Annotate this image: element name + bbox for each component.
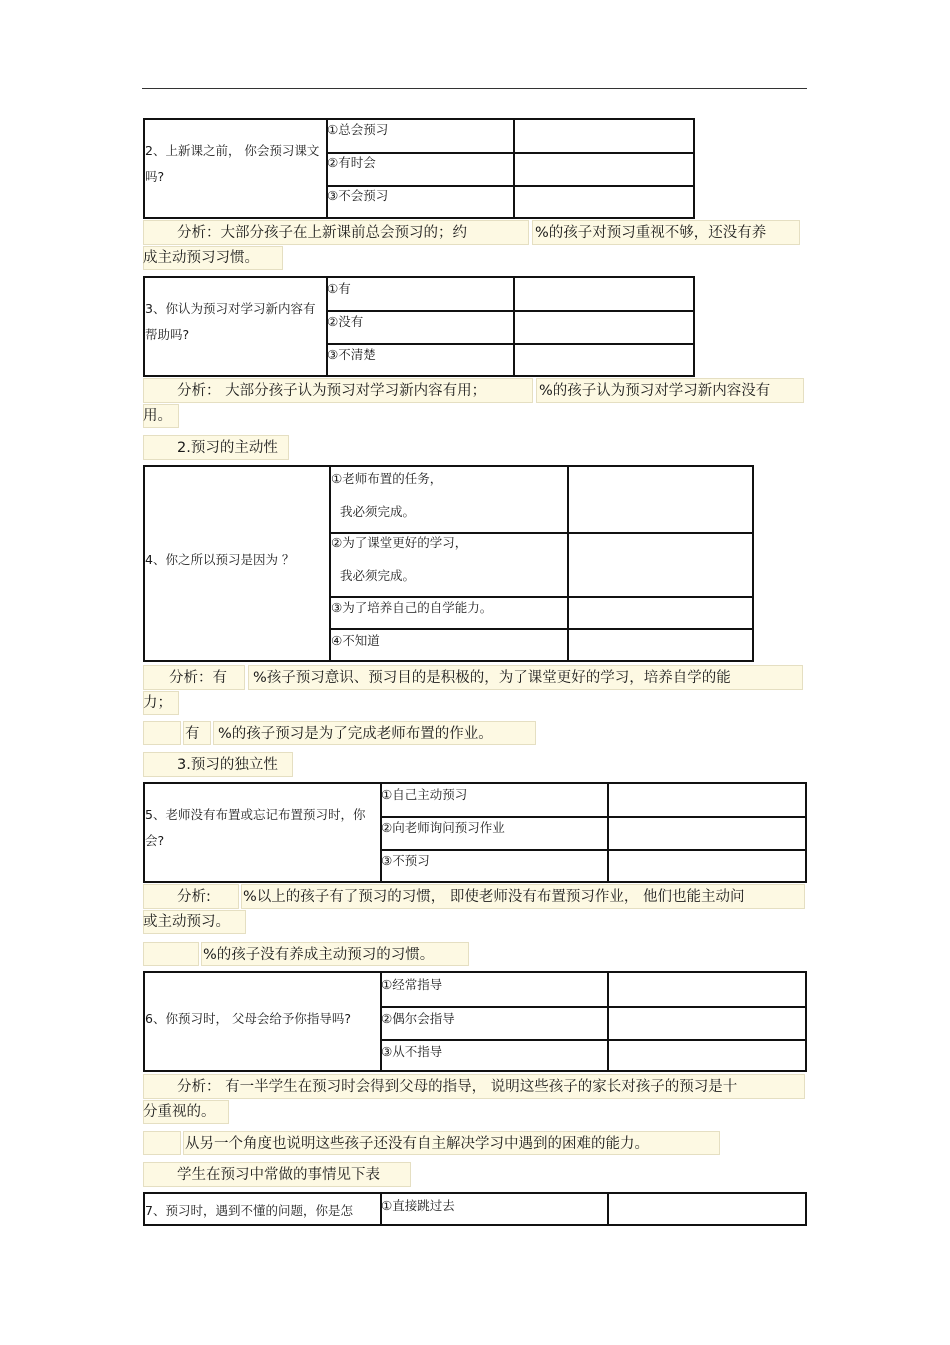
q2-analysis-a: 分析：大部分孩子在上新课前总会预习的；约 — [177, 225, 467, 241]
q2-option-2: ②有时会 — [327, 155, 376, 170]
q6-option-3: ③从不指导 — [381, 1044, 443, 1059]
section-heading-2: 2.预习的主动性 — [177, 440, 278, 456]
q4-option-4: ④不知道 — [331, 633, 380, 648]
q4-option-1: ①老师布置的任务， — [331, 471, 443, 486]
q5-analysis-b: %以上的孩子有了预习的习惯， 即使老师没有布置预习作业， 他们也能主动问 — [243, 889, 745, 905]
section-heading-3: 3.预习的独立性 — [177, 757, 278, 773]
q3-option-2: ②没有 — [327, 314, 364, 329]
q3-option-1: ①有 — [327, 281, 351, 296]
q4-analysis-b: %孩子预习意识、预习目的是积极的，为了课堂更好的学习，培养自学的能 — [253, 670, 731, 686]
q2-question: 2、上新课之前， 你会预习课文吗? — [145, 143, 320, 184]
q2-option-1: ①总会预习 — [327, 122, 389, 137]
q6-analysis-a: 分析： 有一半学生在预习时会得到父母的指导， 说明这些孩子的家长对孩子的预习是十 — [177, 1079, 738, 1095]
q7-question: 7、预习时，遇到不懂的问题，你是怎 — [145, 1203, 353, 1218]
q5-option-1: ①自己主动预习 — [381, 787, 468, 802]
q4-analysis-c: 力； — [143, 695, 172, 711]
q3-option-3: ③不清楚 — [327, 347, 376, 362]
q4-question: 4、你之所以预习是因为 ？ — [145, 552, 295, 567]
q2-option-3: ③不会预习 — [327, 188, 389, 203]
header-rule — [142, 88, 807, 89]
q6-option-1: ①经常指导 — [381, 977, 443, 992]
q4-option-2: ②为了课堂更好的学习， — [331, 535, 468, 550]
q3-analysis-b: %的孩子认为预习对学习新内容没有 — [539, 383, 771, 399]
q4-option-2-cont: 我必须完成。 — [340, 568, 416, 583]
q6-analysis-c: 从另一个角度也说明这些孩子还没有自主解决学习中遇到的困难的能力。 — [185, 1136, 649, 1152]
q5-analysis-d: %的孩子没有养成主动预习的习惯。 — [203, 947, 435, 963]
q3-analysis-a: 分析： 大部分孩子认为预习对学习新内容有用； — [177, 383, 487, 399]
q5-option-3: ③不预习 — [381, 853, 430, 868]
section-heading-4: 学生在预习中常做的事情见下表 — [177, 1167, 380, 1183]
q4-analysis-a: 分析：有 — [169, 670, 227, 686]
q5-option-2: ②向老师询问预习作业 — [381, 820, 505, 835]
q5-analysis-c: 或主动预习。 — [143, 914, 230, 930]
q4-option-1-cont: 我必须完成。 — [340, 504, 416, 519]
q2-analysis-b: %的孩子对预习重视不够，还没有养 — [535, 225, 767, 241]
q4-analysis-d: 有 — [185, 726, 200, 742]
q7-option-1: ①直接跳过去 — [381, 1198, 455, 1213]
q6-option-2: ②偶尔会指导 — [381, 1011, 455, 1026]
q5-analysis-a: 分析: — [177, 889, 211, 905]
q3-analysis-c: 用。 — [143, 408, 172, 424]
q4-option-3: ③为了培养自己的自学能力。 — [331, 600, 493, 615]
q5-question: 5、老师没有布置或忘记布置预习时，你会? — [145, 807, 366, 848]
q2-analysis-c: 成主动预习习惯。 — [143, 250, 259, 266]
q3-question: 3、你认为预习对学习新内容有帮助吗? — [145, 301, 316, 342]
q4-analysis-e: %的孩子预习是为了完成老师布置的作业。 — [218, 726, 493, 742]
q6-analysis-b: 分重视的。 — [143, 1104, 216, 1120]
q6-question: 6、你预习时， 父母会给予你指导吗? — [145, 1011, 352, 1026]
